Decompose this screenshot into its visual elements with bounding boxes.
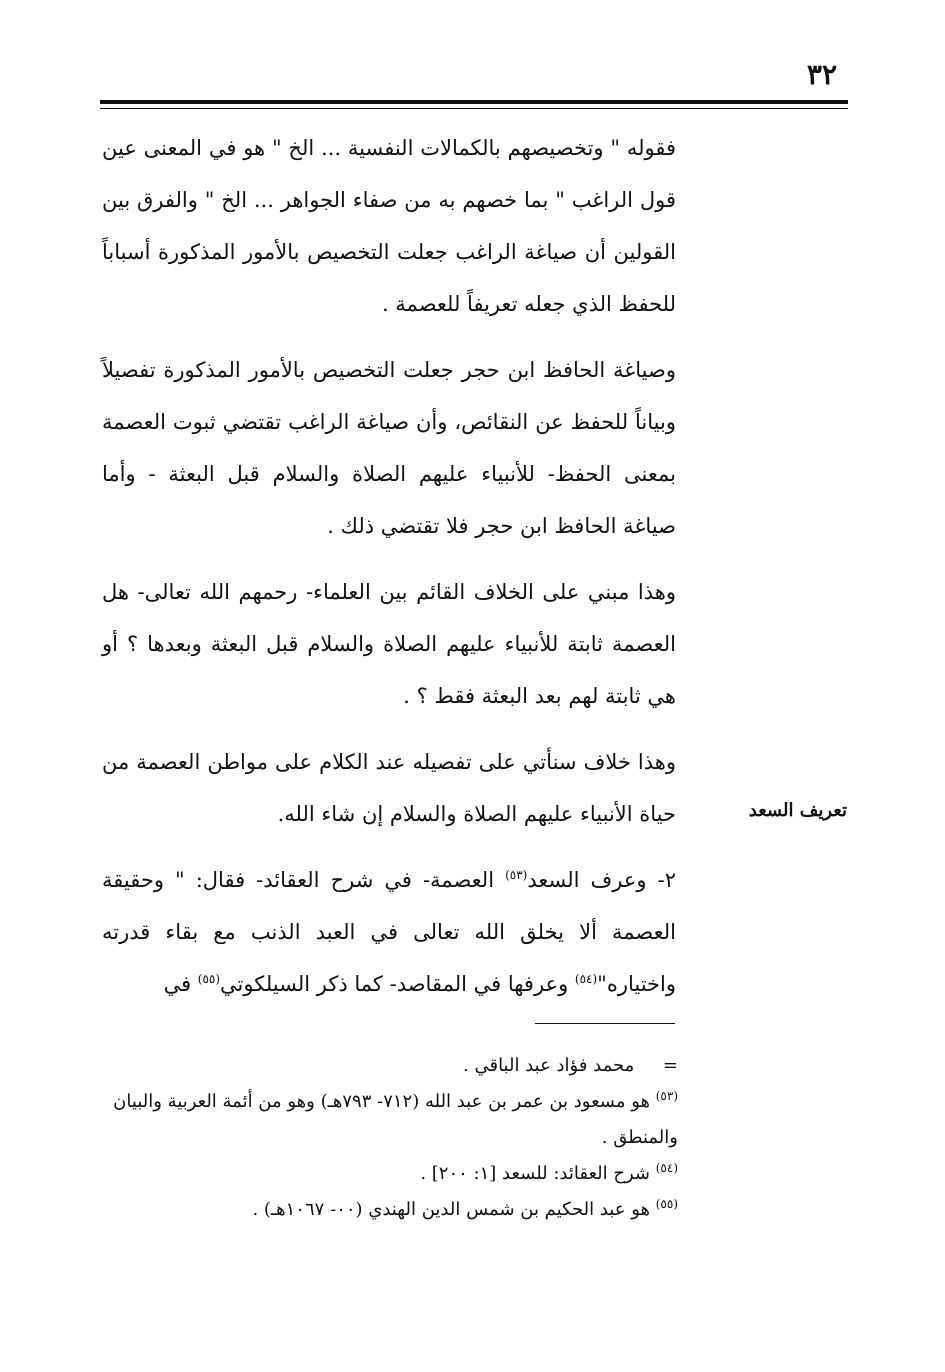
footnote-marker: (٥٥)	[655, 1197, 678, 1211]
main-text	[102, 122, 676, 1010]
footnote-ref-54: (٥٤)	[574, 972, 598, 986]
header-rule-thin	[100, 108, 848, 109]
footnote-separator	[535, 1023, 675, 1024]
paragraph-3: وهذا مبني على الخلاف القائم بين العلماء- رحمهم الله تعالى- هل العصمة ثابتة للأنبياء عليهم الصلاة والسلام قبل البعثة وبعدها ؟ أو هي ثابتة لهم بعد البعثة فقط ؟ .	[102, 580, 676, 708]
page-number: ٣٢	[806, 58, 837, 91]
header-rule	[100, 100, 848, 104]
paragraph-2: وصياغة الحافظ ابن حجر جعلت التخصيص بالأمور المذكورة تفصيلاً وبياناً للحفظ عن النقائص، وأن صياغة الراغب تقتضي ثبوت العصمة بمعنى الحفظ- للأنبياء عليهم الصلاة والسلام قبل البعثة - وأما صياغة الحافظ ابن حجر فلا تقتضي ذلك .	[102, 358, 676, 538]
footnote-marker: (٥٤)	[655, 1161, 678, 1175]
footnote-continuation	[100, 1048, 678, 1084]
footnote-54	[100, 1156, 678, 1192]
footnote-ref-53: (٥٣)	[505, 868, 528, 882]
paragraph-4: وهذا خلاف سنأتي على تفصيله عند الكلام على مواطن العصمة من حياة الأنبياء عليهم الصلاة والسلام إن شاء الله.	[102, 750, 676, 826]
footnote-53	[100, 1084, 678, 1156]
margin-note: تعريف السعد	[748, 800, 847, 821]
footnote-marker: =	[662, 1055, 678, 1076]
paragraph-5-part-2: العصمة- في شرح العقائد- فقال: " وحقيقة العصمة ألا يخلق الله تعالى في العبد الذنب مع بقاء قدرته واختياره"	[102, 868, 676, 996]
footnotes	[100, 1048, 678, 1228]
footnote-55	[100, 1192, 678, 1228]
paragraph-5-part-1: ٢- وعرف السعد	[527, 868, 676, 892]
paragraph-5-part-3: وعرفها في المقاصد- كما ذكر السيلكوتي	[220, 972, 575, 996]
footnote-ref-55: (٥٥)	[197, 972, 221, 986]
footnote-text: شرح العقائد: للسعد [١: ٢٠٠] .	[420, 1163, 650, 1184]
paragraph-5	[102, 854, 676, 1010]
footnote-marker: (٥٣)	[655, 1089, 678, 1103]
footnote-text: هو عبد الحكيم بن شمس الدين الهندي (٠٠- ١٠٦٧هـ) .	[252, 1199, 650, 1220]
footnote-text: هو مسعود بن عمر بن عبد الله (٧١٢- ٧٩٣هـ) وهو من أئمة العربية والبيان والمنطق .	[113, 1091, 678, 1148]
footnote-text: محمد فؤاد عبد الباقي .	[463, 1055, 635, 1076]
paragraph-1: فقوله " وتخصيصهم بالكمالات النفسية ... الخ " هو في المعنى عين قول الراغب " بما خصهم به من صفاء الجواهر ... الخ " والفرق بين القولين أن صياغة الراغب جعلت التخصيص بالأمور المذكورة أسباباً للحفظ الذي جعله تعريفاً للعصمة .	[102, 136, 676, 316]
paragraph-5-part-4: في	[163, 972, 198, 996]
